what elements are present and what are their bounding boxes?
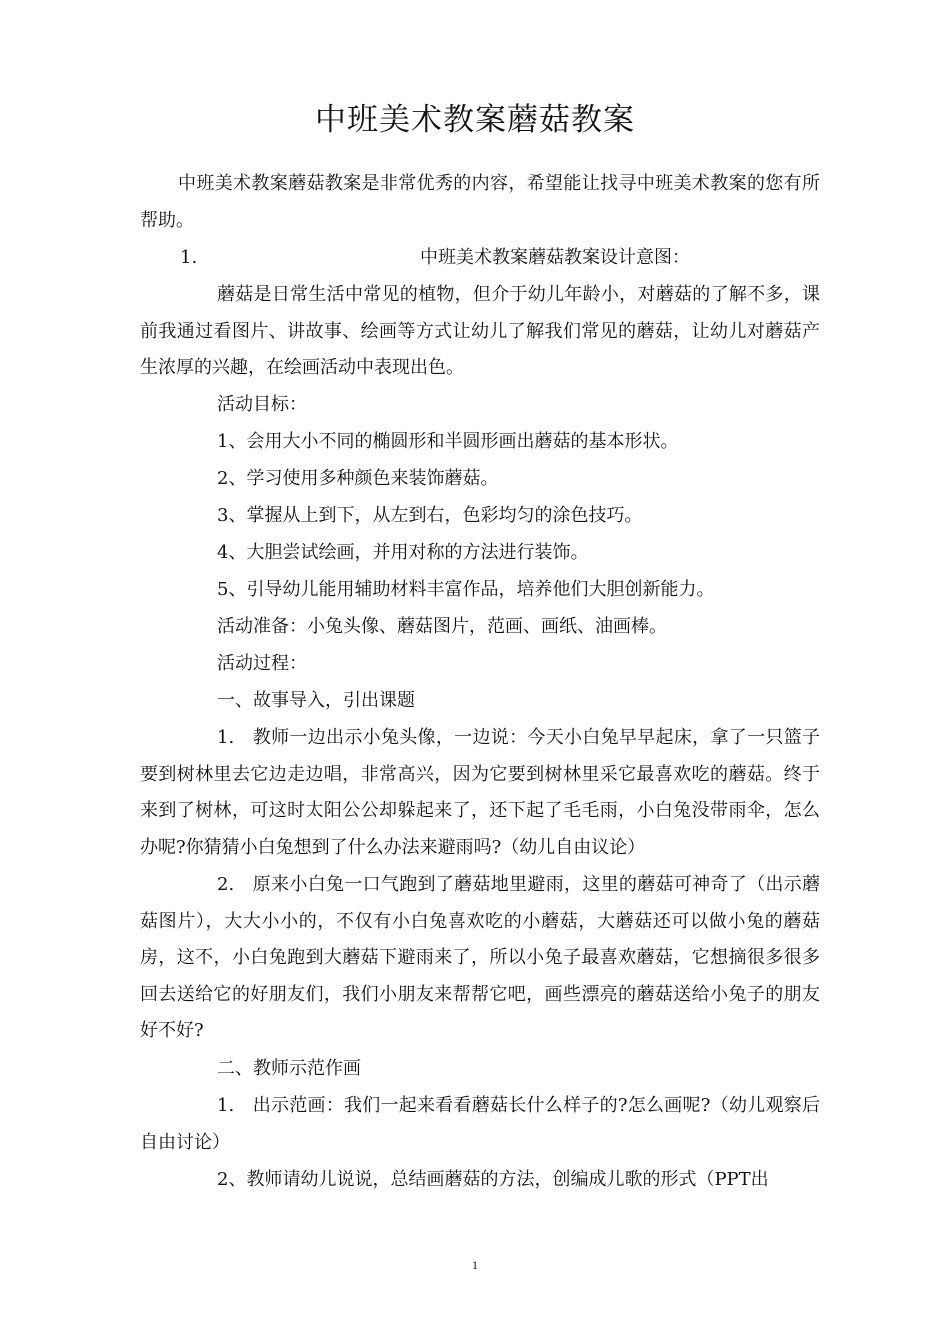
part1-heading: 一、故事导入，引出课题 <box>217 690 415 711</box>
goals-label: 活动目标： <box>217 394 307 415</box>
design-intent-paragraph: 蘑菇是日常生活中常见的植物，但介于幼儿年龄小，对蘑菇的了解不多，课前我通过看图片、讲故事、绘画等方式让幼儿了解我们常见的蘑菇，让幼儿对蘑菇产生浓厚的兴趣，在绘画活动中表现出色。 <box>140 284 820 378</box>
part2-heading: 二、教师示范作画 <box>217 1058 361 1079</box>
preparation-paragraph: 活动准备：小兔头像、蘑菇图片，范画、画纸、油画棒。 <box>217 616 667 637</box>
section-number: 1. <box>180 247 198 268</box>
part1-item: 1. 教师一边出示小兔头像，一边说：今天小白兔早早起床，拿了一只篮子要到树林里去它边走边唱，非常高兴，因为它要到树林里采它最喜欢吃的蘑菇。终于来到了树林，可这时太阳公公却躲起来了，还下起了毛毛雨，小白兔没带雨伞，怎么办呢?你猜猜小白兔想到了什么办法来避雨吗?（幼儿自由议论） <box>140 727 820 858</box>
part2-item: 2、教师请幼儿说说，总结画蘑菇的方法，创编成儿歌的形式（PPT出 <box>217 1169 769 1190</box>
goal-item: 4、大胆尝试绘画，并用对称的方法进行装饰。 <box>217 542 589 563</box>
document-title: 中班美术教案蘑菇教案 <box>315 102 635 138</box>
goal-item: 5、引导幼儿能用辅助材料丰富作品，培养他们大胆创新能力。 <box>217 579 715 600</box>
goal-item: 2、学习使用多种颜色来装饰蘑菇。 <box>217 468 499 489</box>
process-label: 活动过程： <box>217 653 307 674</box>
part2-item: 1. 出示范画：我们一起来看看蘑菇长什么样子的?怎么画呢?（幼儿观察后自由讨论） <box>140 1095 820 1153</box>
part1-item: 2. 原来小白兔一口气跑到了蘑菇地里避雨，这里的蘑菇可神奇了（出示蘑菇图片），大大小小的，不仅有小白兔喜欢吃的小蘑菇，大蘑菇还可以做小兔的蘑菇房，这不，小白兔跑到大蘑菇下避雨来了，所以小兔子最喜欢蘑菇，它想摘很多很多回去送给它的好朋友们，我们小朋友来帮帮它吧，画些漂亮的蘑菇送给小兔子的朋友好不好? <box>140 874 820 1041</box>
goal-item: 3、掌握从上到下，从左到右，色彩均匀的涂色技巧。 <box>217 505 643 526</box>
goal-item: 1、会用大小不同的椭圆形和半圆形画出蘑菇的基本形状。 <box>217 431 679 452</box>
section-heading-text: 中班美术教案蘑菇教案设计意图： <box>420 247 690 268</box>
page-number: 1 <box>472 1258 478 1272</box>
intro-paragraph: 中班美术教案蘑菇教案是非常优秀的内容，希望能让找寻中班美术教案的您有所帮助。 <box>140 173 820 231</box>
